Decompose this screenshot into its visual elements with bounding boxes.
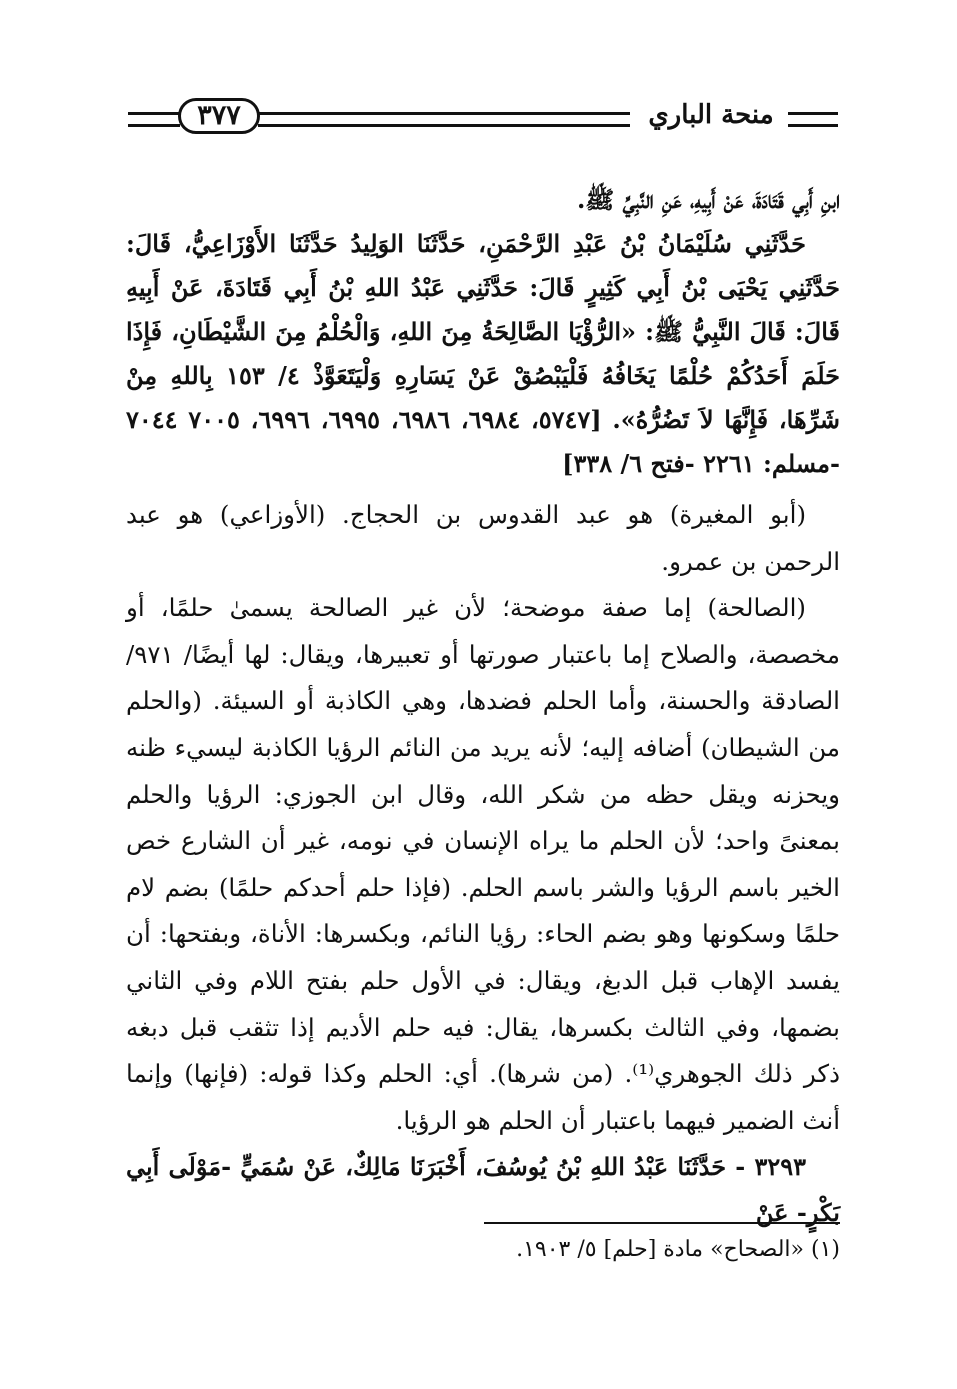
commentary-paragraph: (أبو المغيرة) هو عبد القدوس بن الحجاج. (الأوزاعي) هو عبد الرحمن بن عمرو. [126,500,840,576]
page-number: ٣٧٧ [178,98,260,134]
footnote: (١) «الصحاح» مادة [حلم] ٥/ ١٩٠٣. [516,1237,840,1262]
header-rule-left [128,112,180,127]
page-header [128,96,838,148]
hadith-text: حَدَّثَنِي سُلَيْمَانُ بْنُ عَبْدِ الرَّحْمَنِ، حَدَّثَنَا الوَلِيدُ حَدَّثَنَا الأَوْزَاعِيُّ، قَالَ: حَدَّثَنِي يَحْيَى بْنُ أَبِي كَثِيرٍ قَالَ: حَدَّثَنِي عَبْدُ اللهِ بْنُ أَبِي قَتَادَةَ، عَنْ أَبِيهِ قَالَ: قَالَ النَّبِيُّ ﷺ: «الرُّؤْيَا الصَّالِحَةُ مِنَ اللهِ، وَالْحُلْمُ مِنَ الشَّيْطَانِ، فَإِذَا حَلَمَ أَحَدُكُمْ حُلْمًا يَخَافُهُ فَلْيَبْصُقْ عَنْ يَسَارِهِ وَلْيَتَعَوَّذْ ٤/ ١٥٣ بِاللهِ مِنْ شَرِّهَا، فَإِنَّهَا لاَ تَضُرُّهُ». [٥٧٤٧، ٦٩٨٤، ٦٩٨٦، ٦٩٩٥، ٦٩٩٦، ٧٠٠٥ ٧٠٤٤ -مسلم: ٢٢٦١ -فتح ٦/ ٣٣٨] [126,229,841,478]
main-text [126,178,840,1236]
hadith-block [126,178,840,486]
header-rule-middle [258,112,630,127]
commentary [126,492,840,1236]
hadith-isnad-end: ابنِ أَبِي قَتَادَةَ، عَنْ أَبِيهِ، عَنِ النَّبِيِّ ﷺ. [576,185,840,214]
next-hadith: ٣٢٩٣ - حَدَّثَنَا عَبْدُ اللهِ بْنُ يُوسُفَ، أَخْبَرَنَا مَالِكٌ، عَنْ سُمَيٍّ -مَوْلَى أَبِي بَكْرٍ- عَنْ [126,1152,840,1228]
header-rule-right [788,112,838,127]
running-title: منحة الباري [648,100,774,130]
footnote-separator [484,1222,840,1224]
commentary-paragraph: (الصالحة) إما صفة موضحة؛ لأن غير الصالحة يسمىٰ حلمًا، أو مخصصة، والصلاح إما باعتبار صورتها أو تعبيرها، ويقال: لها أيضًا/ ٩٧١/ الصادقة والحسنة، وأما الحلم فضدها، وهي الكاذبة أو السيئة. (والحلم من الشيطان) أضافه إليه؛ لأنه يريد من النائم الرؤيا الكاذبة ليسيء ظنه ويحزنه ويقل حظه من شكر الله، وقال ابن الجوزي: الرؤيا والحلم بمعنىً واحد؛ لأن الحلم ما يراه الإنسان في نومه، غير أن الشارع خص الخير باسم الرؤيا والشر باسم الحلم. (فإذا حلم أحدكم حلمًا) بضم لام حلمًا وسكونها وهو بضم الحاء: رؤيا النائم، وبكسرها: الأناة، وبفتحها: أن يفسد الإهاب قبل الدبغ، ويقال: في الأول حلم بفتح اللام وفي الثاني بضمها، وفي الثالث بكسرها، يقال: فيه حلم الأديم إذا تثقب قبل دبغه ذكر ذلك الجوهري⁽¹⁾. (من شرها). أي: الحلم وكذا قوله: (فإنها) وإنما أنث الضمير فيهما باعتبار أن الحلم هو الرؤيا. [126,593,840,1135]
